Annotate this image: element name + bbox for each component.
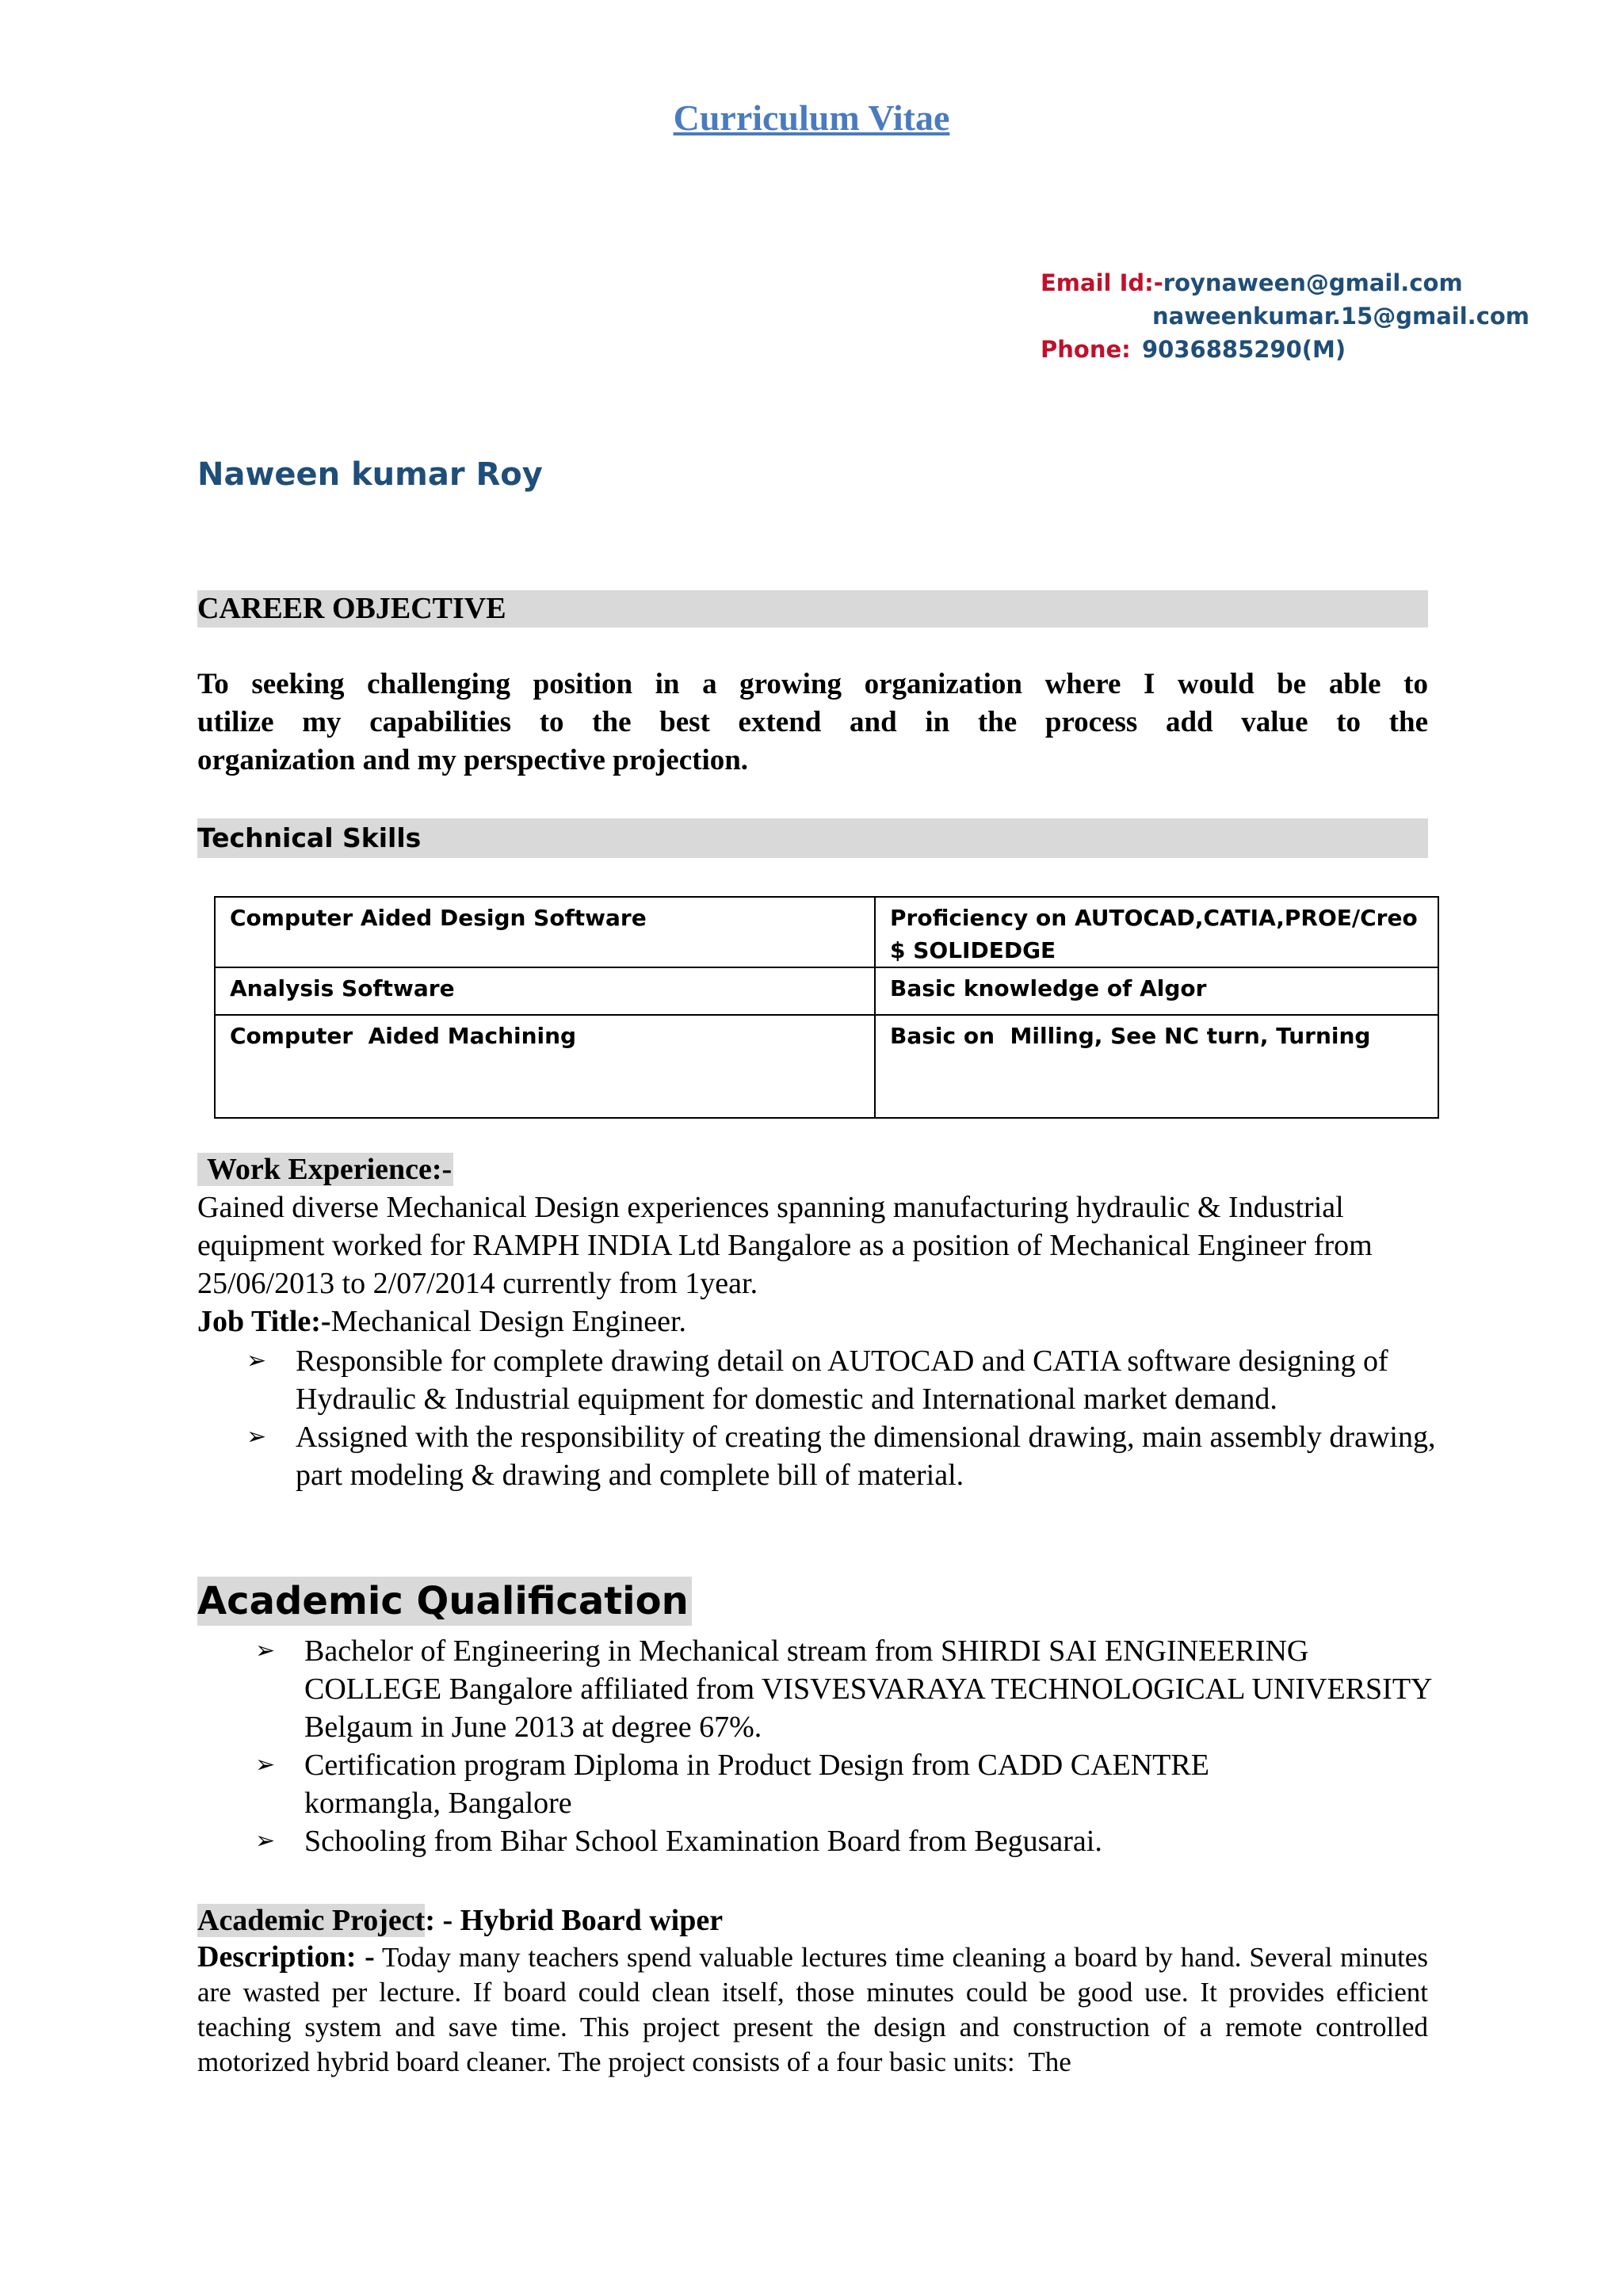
email-label: Email Id:- <box>1041 269 1163 296</box>
academic-list <box>197 1632 1445 1860</box>
candidate-name: Naween kumar Roy <box>197 456 543 493</box>
arrow-bullet-icon: ➢ <box>255 1827 276 1855</box>
phone-number: 9036885290(M) <box>1142 336 1346 363</box>
academic-qualification-heading <box>197 1577 692 1626</box>
phone-line <box>1041 333 1529 366</box>
email-secondary-line <box>1041 299 1529 333</box>
objective-line: organization and my perspective projection. <box>197 744 749 776</box>
career-objective-heading <box>197 590 1428 627</box>
work-experience-section <box>197 1150 1465 1494</box>
objective-line: utilize my capabilities to the best extend and in the process add value to the <box>197 706 1428 738</box>
objective-line: To seeking challenging position in a growing organization where I would be able to <box>197 668 1428 700</box>
description-label: Description: - <box>197 1940 375 1974</box>
arrow-bullet-icon: ➢ <box>255 1637 276 1665</box>
arrow-bullet-icon: ➢ <box>246 1423 267 1451</box>
list-item <box>255 1632 1445 1746</box>
academic-project-description <box>197 1939 1435 2080</box>
job-title-line <box>197 1302 1465 1341</box>
skills-table <box>214 896 1439 1119</box>
page-title: Curriculum Vitae <box>673 97 950 138</box>
career-objective-heading-text: CAREER OBJECTIVE <box>197 592 506 625</box>
table-row <box>215 967 1438 1015</box>
academic-item-text: Bachelor of Engineering in Mechanical stream from SHIRDI SAI ENGINEERING COLLEGE Bangalore affiliated from VISVESVARAYA TECHNOLOGICAL UNIVERSITY Belgaum in June 2013 at degree 67%. <box>304 1634 1432 1744</box>
list-item <box>246 1418 1453 1494</box>
academic-project-label: Academic Project <box>197 1904 426 1937</box>
list-item <box>255 1822 1445 1860</box>
description-text: Today many teachers spend valuable lectures time cleaning a board by hand. Several minutes are wasted per lecture. If board could clean itself, those minutes could be good use. It provides efficient teaching system and save time. This project present the design and construction of a remote controlled motorized hybrid board cleaner. The project consists of a four basic units: The <box>197 1942 1435 2077</box>
arrow-bullet-icon: ➢ <box>246 1347 267 1375</box>
work-summary: Gained diverse Mechanical Design experiences spanning manufacturing hydraulic & Industrial equipment worked for RAMPH INDIA Ltd Bangalore as a position of Mechanical Engineer from 25/06/2013 to 2/07/2014 currently from 1year. <box>197 1191 1373 1300</box>
skill-detail: Proficiency on AUTOCAD,CATIA,PROE/Creo $ SOLIDEDGE <box>875 897 1438 967</box>
table-row <box>215 1015 1438 1118</box>
academic-project-title <box>197 1901 1428 1939</box>
job-title: Mechanical Design Engineer. <box>330 1305 687 1338</box>
table-row <box>215 897 1438 967</box>
email-secondary: naweenkumar.15@gmail.com <box>1152 303 1530 330</box>
skill-category: Computer Aided Machining <box>215 1015 875 1118</box>
work-bullet-text: Responsible for complete drawing detail on AUTOCAD and CATIA software designing of Hydraulic & Industrial equipment for domestic and International market demand. <box>296 1344 1388 1416</box>
academic-item-text: Schooling from Bihar School Examination Board from Begusarai. <box>304 1825 1102 1858</box>
skill-detail: Basic on Milling, See NC turn, Turning <box>875 1015 1438 1118</box>
academic-item-text: Certification program Diploma in Product Design from CADD CAENTRE kormangla, Bangalore <box>304 1749 1209 1820</box>
list-item <box>246 1342 1453 1418</box>
email-primary: roynaween@gmail.com <box>1163 269 1463 296</box>
technical-skills-heading-text: Technical Skills <box>197 822 422 853</box>
academic-qualification-section <box>197 1632 1465 1860</box>
skill-category: Computer Aided Design Software <box>215 897 875 967</box>
work-bullet-list <box>197 1342 1453 1494</box>
academic-project-name: : - Hybrid Board wiper <box>425 1904 724 1937</box>
technical-skills-heading <box>197 818 1428 858</box>
email-line <box>1041 266 1529 299</box>
career-objective-text <box>197 666 1428 780</box>
work-experience-heading <box>197 1150 1465 1188</box>
work-bullet-text: Assigned with the responsibility of creating the dimensional drawing, main assembly drawing, part modeling & drawing and complete bill of material. <box>296 1421 1436 1492</box>
phone-label: Phone: <box>1041 336 1131 363</box>
arrow-bullet-icon: ➢ <box>255 1751 276 1779</box>
list-item <box>255 1746 1445 1822</box>
contact-block <box>1041 266 1529 366</box>
skill-detail: Basic knowledge of Algor <box>875 967 1438 1015</box>
academic-qualification-heading-text: Academic Qualification <box>197 1579 689 1623</box>
job-title-label: Job Title:- <box>197 1305 331 1338</box>
work-experience-heading-text: Work Experience:- <box>197 1153 453 1186</box>
academic-project-section <box>197 1901 1435 2080</box>
skill-category: Analysis Software <box>215 967 875 1015</box>
